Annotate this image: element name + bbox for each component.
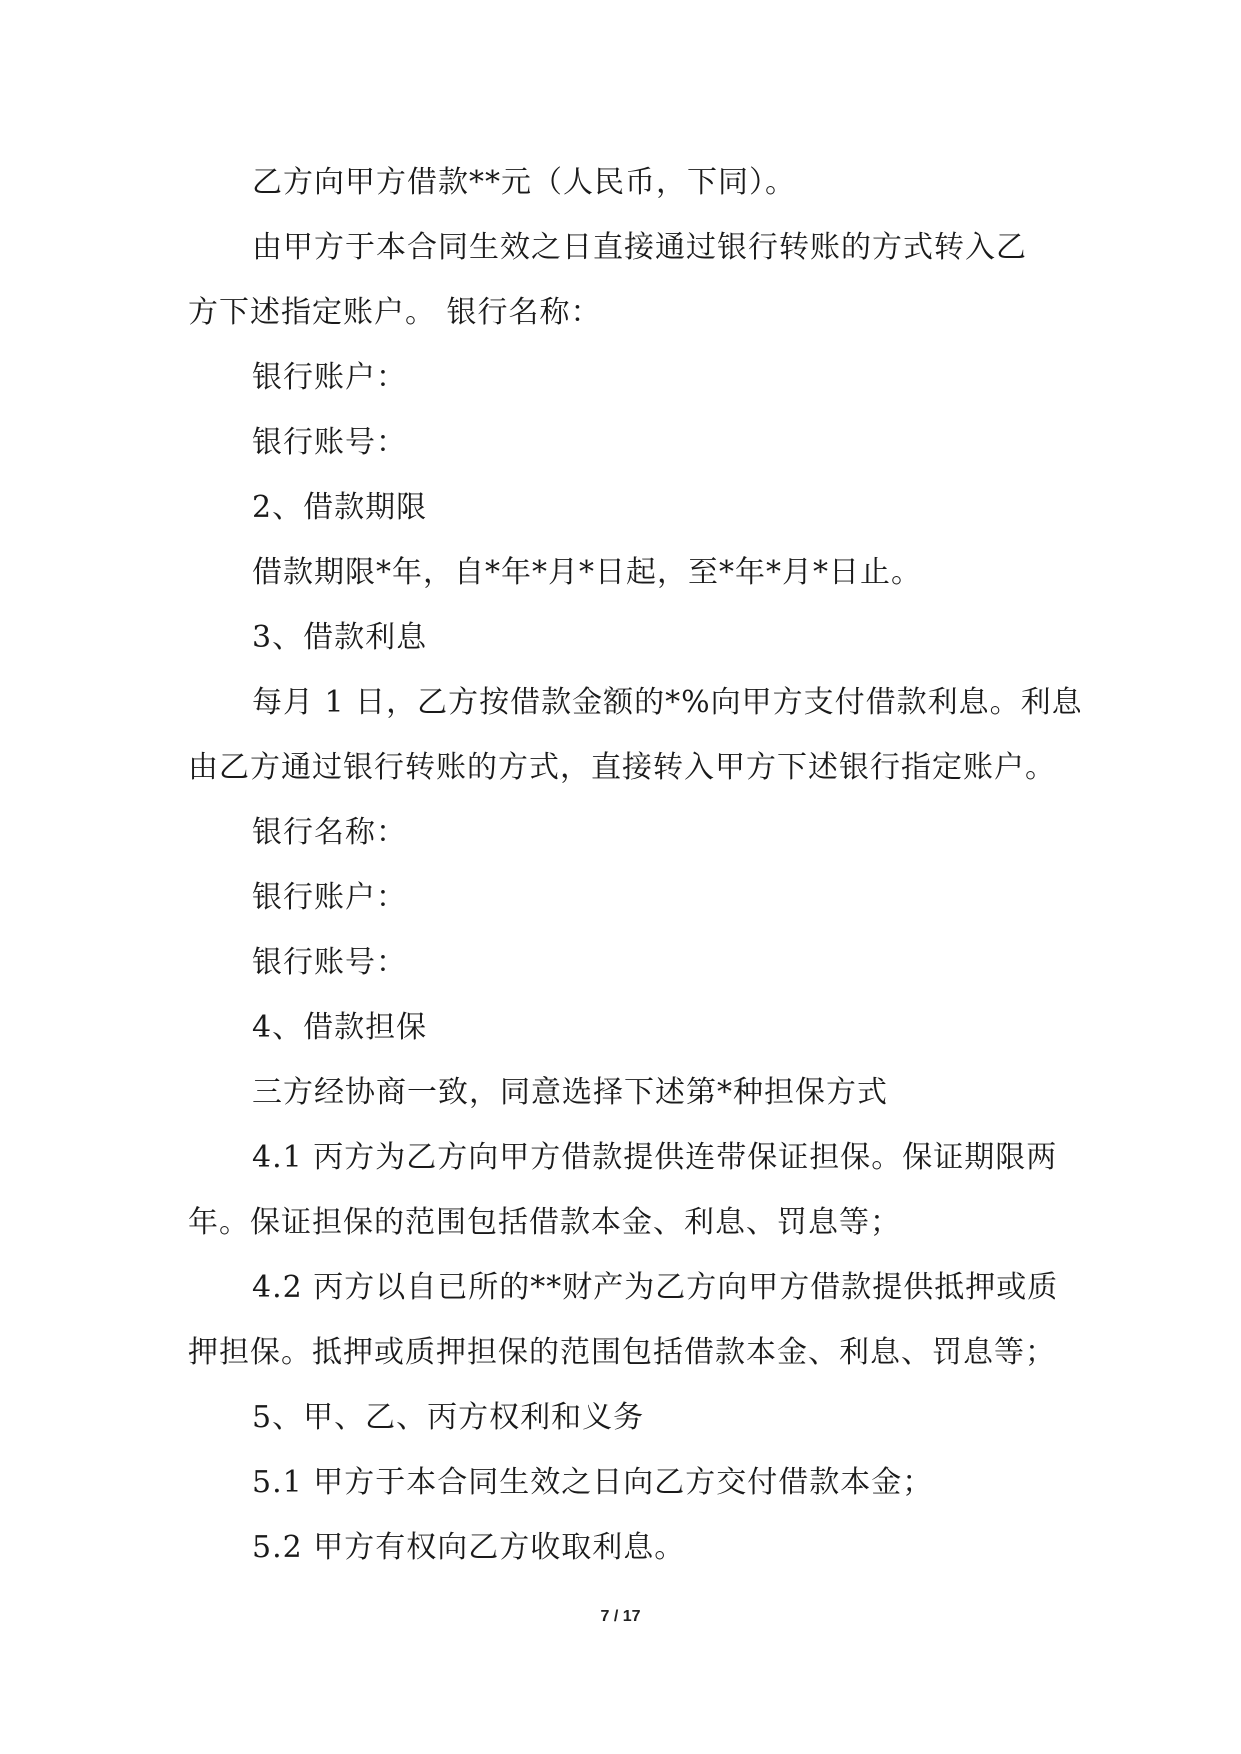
- clause-4-1-line-2: 年。保证担保的范围包括借款本金、利息、罚息等；: [188, 1205, 901, 1240]
- clause-4-1-line-1: 4.1 丙方为乙方向甲方借款提供连带保证担保。保证期限两: [252, 1140, 1058, 1175]
- section-heading-loan-term: 2、借款期限: [252, 490, 428, 525]
- clause-5-1: 5.1 甲方于本合同生效之日向乙方交付借款本金；: [252, 1465, 934, 1500]
- bank-account-number-1: 银行账号：: [252, 425, 407, 460]
- paragraph-interest-line-2: 由乙方通过银行转账的方式，直接转入甲方下述银行指定账户。: [188, 750, 1056, 785]
- clause-5-2: 5.2 甲方有权向乙方收取利息。: [252, 1530, 686, 1565]
- paragraph-loan-amount: 乙方向甲方借款**元（人民币，下同）。: [252, 165, 796, 200]
- page-number: 7 / 17: [600, 1608, 641, 1625]
- paragraph-guarantee-choice: 三方经协商一致，同意选择下述第*种担保方式: [252, 1075, 888, 1110]
- paragraph-transfer-line-2: 方下述指定账户。 银行名称：: [188, 295, 602, 330]
- bank-account-number-2: 银行账号：: [252, 945, 407, 980]
- clause-4-2-line-1: 4.2 丙方以自已所的**财产为乙方向甲方借款提供抵押或质: [252, 1270, 1059, 1305]
- bank-account-name-1: 银行账户：: [252, 360, 407, 395]
- paragraph-transfer-line-1: 由甲方于本合同生效之日直接通过银行转账的方式转入乙: [252, 230, 1027, 265]
- section-heading-guarantee: 4、借款担保: [252, 1010, 428, 1045]
- bank-name-2: 银行名称：: [252, 815, 407, 850]
- section-heading-rights-obligations: 5、甲、乙、丙方权利和义务: [252, 1400, 645, 1435]
- paragraph-interest-line-1: 每月 1 日，乙方按借款金额的*%向甲方支付借款利息。利息: [252, 685, 1083, 720]
- bank-account-name-2: 银行账户：: [252, 880, 407, 915]
- paragraph-loan-term: 借款期限*年，自*年*月*日起，至*年*月*日止。: [252, 555, 922, 590]
- section-heading-loan-interest: 3、借款利息: [252, 620, 428, 655]
- clause-4-2-line-2: 押担保。抵押或质押担保的范围包括借款本金、利息、罚息等；: [188, 1335, 1056, 1370]
